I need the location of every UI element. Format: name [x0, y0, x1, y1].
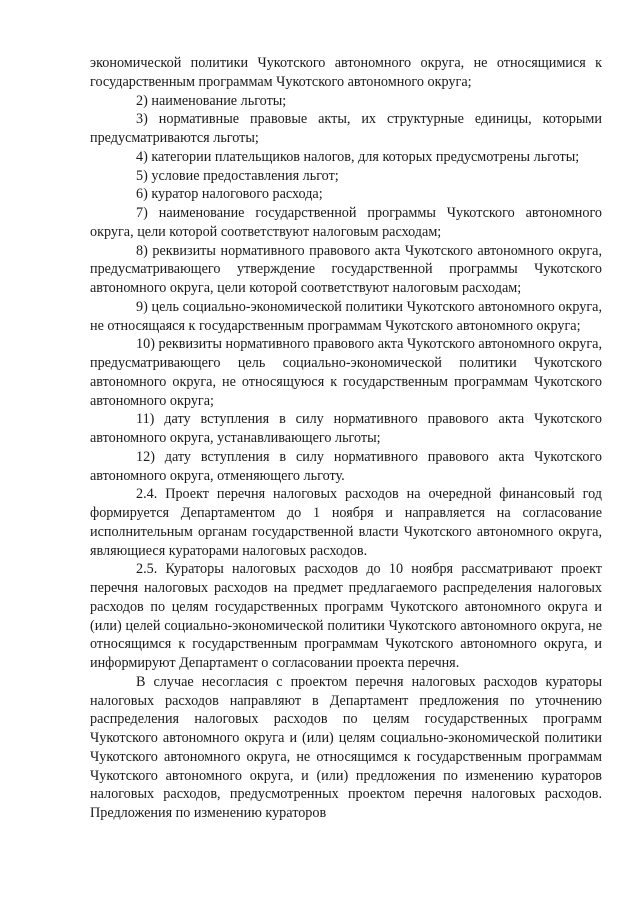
section-2-4: 2.4. Проект перечня налоговых расходов на очередной финансовый год формируется Департаментом до 1 ноября и направляется на согласование исполнительным органам государственной власти Чукотского автономного округа, являющиеся кураторами налоговых расходов.	[90, 486, 602, 559]
list-item-11: 11) дату вступления в силу нормативного правового акта Чукотского автономного округа, устанавливающего льготы;	[90, 411, 602, 446]
list-item-6: 6) куратор налогового расхода;	[136, 186, 323, 203]
list-item-12: 12) дату вступления в силу нормативного правового акта Чукотского автономного округа, отменяющего льготу.	[90, 448, 602, 484]
list-item-9: 9) цель социально-экономической политики Чукотского автономного округа, не относящаяся к государственным программам Чукотского автономного округа;	[90, 298, 602, 334]
disagreement-paragraph: В случае несогласия с проектом перечня налоговых расходов кураторы налоговых расходов направляют в Департамент предложения по уточнению распределения налоговых расходов по целям государственных программ Чукотского автономного округа и (или) целям социально-экономической политики Чукотского автономного округа, не относящимся к государственным программам Чукотского автономного округа, и (или) предложения по изменению кураторов налоговых расходов, предусмотренных проектом перечня налоговых расходов. Предложения по изменению кураторов	[90, 673, 602, 821]
list-item-8: 8) реквизиты нормативного правового акта Чукотского автономного округа, предусматривающего утверждение государственной программы Чукотского автономного округа, цели которой соответствуют налоговым расходам;	[90, 242, 602, 296]
section-2-5: 2.5. Кураторы налоговых расходов до 10 ноября рассматривают проект перечня налоговых расходов на предмет предлагаемого распределения налоговых расходов по целям государственных программ Чукотского автономного округа и (или) целей социально-экономической политики Чукотского автономного округа, не относящимся к государственным программам Чукотского автономного округа, и информируют Департамент о согласовании проекта перечня.	[90, 561, 602, 671]
paragraph-continuation: экономической политики Чукотского автономного округа, не относящимися к государственным программам Чукотского автономного округа;	[90, 55, 602, 90]
list-item-10: 10) реквизиты нормативного правового акта Чукотского автономного округа, предусматривающего цель социально-экономической политики Чукотского автономного округа, не относящуюся к государственным программам Чукотского автономного округа;	[90, 336, 602, 409]
list-item-2: 2) наименование льготы;	[136, 92, 287, 109]
list-item-3: 3) нормативные правовые акты, их структурные единицы, которыми предусматриваются льготы;	[90, 111, 602, 146]
list-item-7: 7) наименование государственной программы Чукотского автономного округа, цели которой соответствуют налоговым расходам;	[90, 205, 602, 240]
list-item-5: 5) условие предоставления льгот;	[136, 167, 339, 184]
document-page	[90, 54, 602, 823]
list-item-4: 4) категории плательщиков налогов, для которых предусмотрены льготы;	[136, 148, 580, 165]
